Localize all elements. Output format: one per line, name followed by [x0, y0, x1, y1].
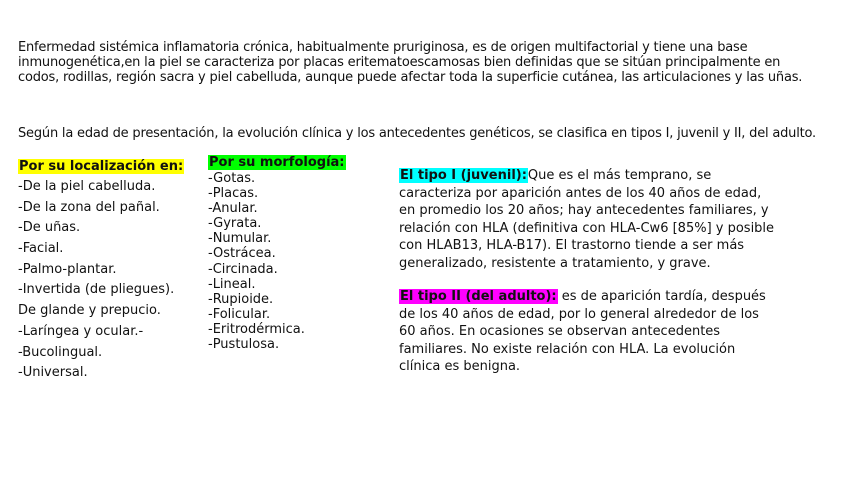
- localizacion-item: -De la zona del pañal.: [18, 199, 160, 215]
- localizacion-item: -De uñas.: [18, 220, 81, 236]
- morfologia-item: -Rupioide.: [208, 291, 274, 307]
- morfologia-item: -Circinada.: [208, 261, 278, 277]
- morfologia-item: -Lineal.: [208, 276, 256, 292]
- localizacion-item: -Palmo-plantar.: [18, 261, 117, 277]
- localizacion-item: -De la piel cabelluda.: [18, 179, 156, 194]
- tipos-section: [399, 167, 779, 376]
- morfologia-item: -Numular.: [208, 231, 272, 247]
- localizacion-list: [18, 157, 184, 384]
- morfologia-item: -Folicular.: [208, 306, 271, 322]
- morfologia-item: -Eritrodérmica.: [208, 321, 305, 337]
- morfologia-item: -Pustulosa.: [208, 337, 280, 353]
- morfologia-item: -Placas.: [208, 186, 259, 202]
- morfologia-item: -Ostrácea.: [208, 246, 276, 262]
- localizacion-item: -Bucolingual.: [18, 344, 103, 360]
- localizacion-item: -Laríngea y ocular.-: [18, 323, 144, 339]
- tipo-1-paragraph: [399, 167, 779, 272]
- morfologia-list: [208, 155, 346, 352]
- tipo-2-paragraph: [399, 288, 779, 376]
- tipo-1-label: El tipo I (juvenil):: [400, 168, 527, 183]
- localizacion-item: De glande y prepucio.: [18, 303, 161, 319]
- localizacion-item: -Universal.: [18, 365, 88, 381]
- morfologia-item: -Gyrata.: [208, 216, 262, 232]
- morfologia-item: -Gotas.: [208, 171, 256, 186]
- morfologia-item: -Anular.: [208, 201, 258, 217]
- localizacion-heading: Por su localización en:: [19, 159, 184, 174]
- morfologia-heading: Por su morfología:: [209, 155, 345, 170]
- localizacion-item: -Facial.: [18, 241, 64, 257]
- localizacion-item: -Invertida (de pliegues).: [18, 282, 175, 298]
- tipo-2-text: es de aparición tardía, después de los 40 años de edad, por lo general alrededor de los 60 años. En ocasiones se observan antecedentes familiares. No existe relación con HLA. La evolución clínica es benigna.: [399, 289, 766, 374]
- tipo-2-label: El tipo II (del adulto):: [400, 289, 557, 304]
- intro-paragraph-1: Enfermedad sistémica inflamatoria crónica, habitualmente pruriginosa, es de origen multifactorial y tiene una base inmunogenética,en la piel se caracteriza por placas eritematoescamosas bien definidas que se sitúan principalmente en codos, rodillas, región sacra y piel cabelluda, aunque puede afectar toda la superficie cutánea, las articulaciones y las uñas.: [18, 40, 803, 85]
- tipo-1-text: Que es el más temprano, se caracteriza por aparición antes de los 40 años de edad, en promedio los 20 años; hay antecedentes familiares, y relación con HLA (definitiva con HLA-Cw6 [85%] y posible con HLAB13, HLA-B17). El trastorno tiende a ser más generalizado, resistente a tratamiento, y grave.: [399, 168, 775, 271]
- intro-paragraph-2: Según la edad de presentación, la evolución clínica y los antecedentes genéticos, se clasifica en tipos I, juvenil y II, del adulto.: [18, 126, 816, 141]
